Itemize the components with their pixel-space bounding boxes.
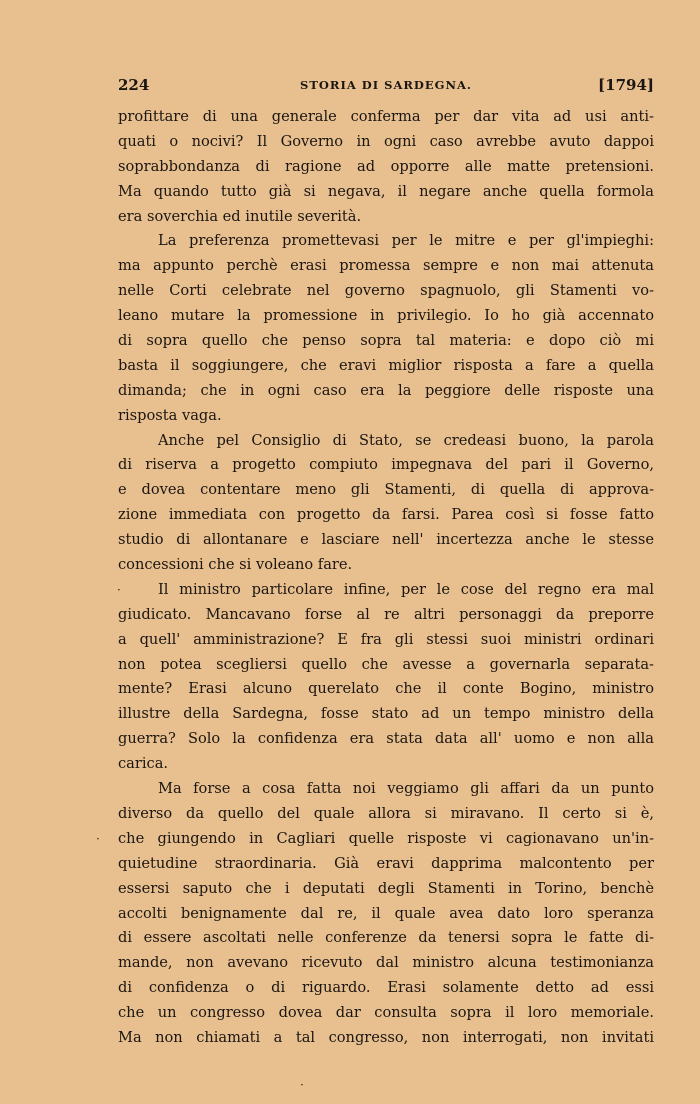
- text-line: di essere ascoltati nelle conferenze da tenersi sopra le fatte di-: [118, 929, 654, 947]
- text-line: che un congresso dovea dar consulta sopra il loro memoriale.: [118, 1004, 654, 1022]
- text-line: nelle Corti celebrate nel governo spagnuolo, gli Stamenti vo-: [118, 282, 654, 300]
- text-line: guerra? Solo la confidenza era stata data all' uomo e non alla: [118, 730, 654, 748]
- text-line: dimanda; che in ogni caso era la peggiore delle risposte una: [118, 381, 654, 399]
- text-line: Ma quando tutto già si negava, il negare anche quella formola: [118, 182, 654, 200]
- margin-dot: ·: [96, 832, 100, 846]
- margin-dot: ·: [117, 583, 121, 597]
- text-line: studio di allontanare e lasciare nell' incertezza anche le stesse: [118, 531, 654, 549]
- text-line: risposta vaga.: [118, 406, 222, 424]
- text-line: soprabbondanza di ragione ad opporre alle matte pretensioni.: [118, 157, 654, 175]
- text-line: giudicato. Mancavano forse al re altri personaggi da preporre: [118, 605, 654, 623]
- text-line: basta il soggiungere, che eravi miglior risposta a fare a quella: [118, 356, 654, 374]
- text-line: di sopra quello che penso sopra tal materia: e dopo ciò mi: [118, 332, 654, 350]
- text-line: carica.: [118, 755, 169, 773]
- text-line: e dovea contentare meno gli Stamenti, di quella di approva-: [118, 481, 654, 499]
- text-line: concessioni che si voleano fare.: [118, 556, 353, 574]
- text-line: Ma forse a cosa fatta noi veggiamo gli affari da un punto: [158, 780, 654, 798]
- page-number: 224: [118, 76, 150, 94]
- text-line: non potea scegliersi quello che avesse a governarla separata-: [118, 655, 654, 673]
- body-text: [118, 105, 654, 1051]
- text-line: diverso da quello del quale allora si miravano. Il certo si è,: [118, 804, 654, 822]
- text-line: zione immediata con progetto da farsi. Parea così si fosse fatto: [118, 506, 654, 524]
- text-line: mente? Erasi alcuno querelato che il conte Bogino, ministro: [118, 680, 654, 698]
- text-line: era soverchia ed inutile severità.: [118, 207, 362, 225]
- text-line: a quell' amministrazione? E fra gli stessi suoi ministri ordinari: [118, 630, 654, 648]
- text-line: Anche pel Consiglio di Stato, se credeasi buono, la parola: [158, 431, 654, 449]
- text-line: illustre della Sardegna, fosse stato ad un tempo ministro della: [118, 705, 654, 723]
- text-line: quati o nocivi? Il Governo in ogni caso avrebbe avuto dappoi: [118, 132, 654, 150]
- text-line: profittare di una generale conferma per dar vita ad usi anti-: [118, 108, 654, 125]
- text-line: quietudine straordinaria. Già eravi dapprima malcontento per: [118, 854, 654, 872]
- text-line: La preferenza promettevasi per le mitre e per gl'impieghi:: [158, 232, 654, 250]
- text-line: mande, non avevano ricevuto dal ministro alcuna testimonianza: [118, 954, 654, 972]
- text-line: ma appunto perchè erasi promessa sempre e non mai attenuta: [118, 257, 654, 275]
- running-header: [118, 76, 654, 100]
- year-marker: [1794]: [598, 76, 654, 94]
- footer-dot: ·: [300, 1078, 304, 1092]
- text-line: di riserva a progetto compiuto impegnava del pari il Governo,: [118, 456, 654, 474]
- text-line: leano mutare la promessione in privilegio. Io ho già accennato: [118, 307, 654, 325]
- text-line: Il ministro particolare infine, per le cose del regno era mal: [158, 580, 654, 598]
- text-line: accolti benignamente dal re, il quale avea dato loro speranza: [118, 904, 654, 922]
- running-title: STORIA DI SARDEGNA.: [300, 78, 472, 92]
- text-line: che giungendo in Cagliari quelle risposte vi cagionavano un'in-: [118, 829, 654, 847]
- text-line: di confidenza o di riguardo. Erasi solamente detto ad essi: [118, 979, 654, 997]
- text-line: essersi saputo che i deputati degli Stamenti in Torino, benchè: [118, 879, 654, 897]
- text-line: Ma non chiamati a tal congresso, non interrogati, non invitati: [118, 1028, 654, 1046]
